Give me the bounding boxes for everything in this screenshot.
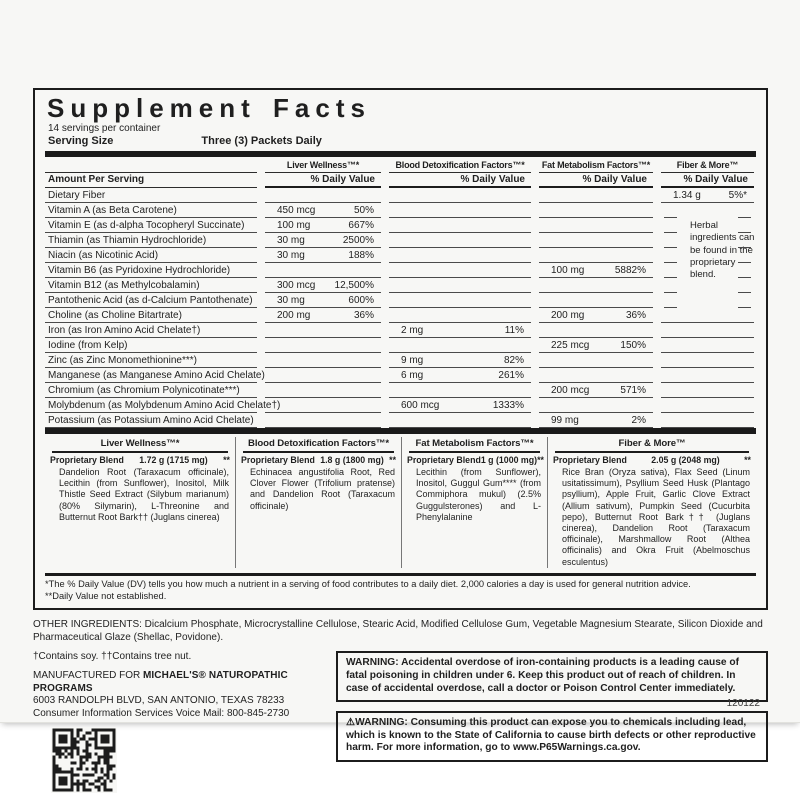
- blend-label: Proprietary Blend: [553, 455, 627, 465]
- table-row: [45, 278, 756, 293]
- percent-daily-value: 150%: [620, 340, 646, 351]
- cell-blood-detox: [389, 233, 531, 248]
- nutrient-name: Vitamin A (as Beta Carotene): [45, 203, 257, 218]
- cell-liver-wellness: [265, 353, 381, 368]
- cell-blood-detox: [389, 353, 531, 368]
- percent-daily-value: 600%: [348, 295, 374, 306]
- daily-value-header-liver-wellness: % Daily Value: [265, 173, 381, 188]
- divider-bar-bottom: [45, 428, 756, 434]
- manufacturer-line-1: [33, 670, 336, 695]
- nutrient-name: Thiamin (as Thiamin Hydrochloride): [45, 233, 257, 248]
- nutrient-name: Molybdenum (as Molybdenum Amino Acid Chelate†): [45, 398, 257, 413]
- cell-fat-metabolism: [539, 323, 653, 338]
- cell-fiber-more: [661, 368, 754, 383]
- serving-size-value: Three (3) Packets Daily: [201, 135, 322, 147]
- cell-blood-detox: [389, 413, 531, 428]
- cell-fat-metabolism: [539, 383, 653, 398]
- amount-per-serving-label: Amount Per Serving: [45, 173, 257, 188]
- cell-blood-detox: [389, 218, 531, 233]
- supplement-facts-title: Supplement Facts: [47, 93, 371, 123]
- lot-code: 120122: [726, 698, 760, 709]
- table-row: [45, 248, 756, 263]
- serving-size-row: [48, 135, 756, 148]
- table-row: [45, 413, 756, 428]
- nutrient-name: Manganese (as Manganese Amino Acid Chelate): [45, 368, 257, 383]
- cell-liver-wellness: [265, 203, 381, 218]
- blend-mark: **: [744, 455, 751, 465]
- amount: 200 mg: [551, 310, 585, 321]
- cell-liver-wellness: [265, 233, 381, 248]
- manufacturer-address: 6003 RANDOLPH BLVD, SAN ANTONIO, TEXAS 78233: [33, 695, 285, 707]
- nutrient-name: Potassium (as Potassium Amino Acid Chelate): [45, 413, 257, 428]
- percent-daily-value: 82%: [503, 355, 524, 366]
- blend-title: Fiber & More™: [555, 438, 749, 453]
- amount: 225 mcg: [551, 340, 590, 351]
- nutrient-name: Vitamin B6 (as Pyridoxine Hydrochloride): [45, 263, 257, 278]
- cell-fat-metabolism: [539, 398, 653, 413]
- percent-daily-value: 1333%: [492, 400, 524, 411]
- amount: 9 mg: [401, 355, 424, 366]
- warning-box-prop65: ⚠WARNING: Consuming this product can expose you to chemicals including lead, which is known to the State of California to cause birth defects or other reproductive harm. For more information, go to www.P65Warnings.ca.gov.: [336, 711, 768, 762]
- cell-fiber-more: [661, 218, 754, 233]
- table-row: [45, 203, 756, 218]
- percent-daily-value: 188%: [348, 250, 374, 261]
- cell-fiber-more: [661, 308, 754, 323]
- cell-fat-metabolism: [539, 338, 653, 353]
- blend-label: Proprietary Blend: [241, 455, 315, 465]
- blend-label: Proprietary Blend: [407, 455, 481, 465]
- cell-fat-metabolism: [539, 203, 653, 218]
- cell-liver-wellness: [265, 308, 381, 323]
- blend-header: [553, 455, 751, 466]
- blend-header: [241, 455, 396, 466]
- amount: 30 mg: [277, 250, 305, 261]
- cell-fiber-more: [661, 383, 754, 398]
- blend-column: [235, 437, 401, 568]
- column-header-liver-wellness: Liver Wellness™*: [265, 160, 381, 173]
- cell-liver-wellness: [265, 368, 381, 383]
- manufacturer-name: MICHAEL'S® NATUROPATHIC PROGRAMS: [33, 670, 288, 694]
- divider-bar-top: [45, 151, 756, 157]
- cell-liver-wellness: [265, 278, 381, 293]
- amount: 2 mg: [401, 325, 424, 336]
- cell-fat-metabolism: [539, 218, 653, 233]
- servings-per-container: 14 servings per container: [48, 123, 161, 134]
- percent-daily-value: 36%: [625, 310, 646, 321]
- manufacturer-column: [33, 651, 336, 798]
- percent-daily-value: 5882%: [614, 265, 646, 276]
- daily-value-header-fat-metabolism: % Daily Value: [539, 173, 653, 188]
- amount: 99 mg: [551, 415, 579, 426]
- table-row: [45, 323, 756, 338]
- supplement-facts-box: [33, 88, 768, 610]
- cell-fiber-more: [661, 338, 754, 353]
- cell-liver-wellness: [265, 398, 381, 413]
- table-row: [45, 353, 756, 368]
- table-row: [45, 398, 756, 413]
- amount: 1.34 g: [673, 190, 701, 201]
- blend-ingredients: Lecithin (from Sunflower), Inositol, Guggul Gum**** (from Commiphora mukul) (2.5% Guggulsterones) and L-Phenylalanine: [416, 467, 541, 522]
- nutrient-name: Vitamin B12 (as Methylcobalamin): [45, 278, 257, 293]
- cell-fiber-more: [661, 263, 754, 278]
- amount: 300 mcg: [277, 280, 316, 291]
- amount: 200 mcg: [551, 385, 590, 396]
- blend-header: [407, 455, 542, 466]
- cell-fiber-more: [661, 188, 754, 203]
- cell-fat-metabolism: [539, 293, 653, 308]
- serving-size-label: Serving Size: [48, 135, 114, 147]
- qr-code-icon: [51, 727, 117, 793]
- footnote-not-established: **Daily Value not established.: [45, 590, 167, 601]
- blend-amount: 1.72 g (1715 mg): [139, 455, 208, 465]
- cell-fat-metabolism: [539, 263, 653, 278]
- nutrient-name: Iron (as Iron Amino Acid Chelate†): [45, 323, 257, 338]
- facts-table-body: [45, 188, 756, 428]
- blend-amount: 1.8 g (1800 mg): [320, 455, 384, 465]
- table-row: [45, 218, 756, 233]
- cell-blood-detox: [389, 248, 531, 263]
- nutrient-name: Dietary Fiber: [45, 188, 257, 203]
- cell-fiber-more: [661, 398, 754, 413]
- nutrient-name: Niacin (as Nicotinic Acid): [45, 248, 257, 263]
- column-header-spacer: [45, 160, 257, 173]
- blend-ingredients: Echinacea angustifolia Root, Red Clover Flower (Trifolium pratense) and Dandelion Root (Taraxacum officinale): [250, 467, 395, 511]
- footnote-daily-value: *The % Daily Value (DV) tells you how much a nutrient in a serving of food contributes to a daily diet. 2,000 calories a day is used for general nutrition advice.: [45, 578, 691, 589]
- cell-fiber-more: [661, 413, 754, 428]
- percent-daily-value: 667%: [348, 220, 374, 231]
- blend-column: [547, 437, 756, 568]
- percent-daily-value: 2500%: [342, 235, 374, 246]
- percent-daily-value: 261%: [498, 370, 524, 381]
- cell-blood-detox: [389, 368, 531, 383]
- blend-title: Fat Metabolism Factors™*: [409, 438, 540, 453]
- nutrient-name: Iodine (from Kelp): [45, 338, 257, 353]
- nutrient-name: Vitamin E (as d-alpha Tocopheryl Succinate): [45, 218, 257, 233]
- cell-fiber-more: [661, 203, 754, 218]
- cell-fiber-more: [661, 248, 754, 263]
- blend-column: [401, 437, 547, 568]
- daily-value-header-blood-detox: % Daily Value: [389, 173, 531, 188]
- table-row: [45, 188, 756, 203]
- table-row: [45, 338, 756, 353]
- amount: 600 mcg: [401, 400, 440, 411]
- contains-note: †Contains soy. ††Contains tree nut.: [33, 651, 192, 663]
- percent-daily-value: 11%: [504, 325, 524, 336]
- cell-fat-metabolism: [539, 278, 653, 293]
- cell-fat-metabolism: [539, 368, 653, 383]
- cell-liver-wellness: [265, 218, 381, 233]
- cell-fat-metabolism: [539, 233, 653, 248]
- amount: 100 mg: [277, 220, 311, 231]
- column-header-row: [45, 160, 756, 173]
- blend-mark: **: [537, 455, 544, 465]
- herbal-note: Herbal ingredients can be found in the proprietary blend.: [690, 220, 755, 281]
- percent-daily-value: 50%: [353, 205, 374, 216]
- cell-liver-wellness: [265, 323, 381, 338]
- blend-title: Blood Detoxification Factors™*: [243, 438, 394, 453]
- manufactured-for-label: MANUFACTURED FOR: [33, 670, 143, 682]
- percent-daily-value: 36%: [353, 310, 374, 321]
- cell-blood-detox: [389, 338, 531, 353]
- cell-blood-detox: [389, 293, 531, 308]
- column-header-fiber-more: Fiber & More™: [661, 160, 754, 173]
- cell-fiber-more: [661, 323, 754, 338]
- other-ingredients: OTHER INGREDIENTS: Dicalcium Phosphate, Microcrystalline Cellulose, Stearic Acid, Modified Cellulose Gum, Vegetable Magnesium Stearate, Silicon Dioxide and Pharmaceutical Glaze (Shellac, Povidone).: [33, 619, 763, 643]
- manufacturer-voice-mail: Consumer Information Services Voice Mail: 800-845-2730: [33, 707, 290, 719]
- cell-liver-wellness: [265, 413, 381, 428]
- cell-fiber-more: [661, 293, 754, 308]
- manufacturer-block: [33, 670, 336, 720]
- percent-daily-value: 2%: [631, 415, 646, 426]
- nutrient-name: Pantothenic Acid (as d-Calcium Pantothenate): [45, 293, 257, 308]
- footnotes: [45, 579, 756, 603]
- cell-blood-detox: [389, 203, 531, 218]
- nutrient-name: Zinc (as Zinc Monomethionine***): [45, 353, 257, 368]
- cell-blood-detox: [389, 308, 531, 323]
- cell-fiber-more: [661, 278, 754, 293]
- bottom-section: [33, 651, 768, 798]
- blend-title: Liver Wellness™*: [52, 438, 228, 453]
- cell-blood-detox: [389, 188, 531, 203]
- table-row: [45, 293, 756, 308]
- cell-blood-detox: [389, 323, 531, 338]
- nutrient-name: Choline (as Choline Bitartrate): [45, 308, 257, 323]
- cell-liver-wellness: [265, 263, 381, 278]
- amount: 200 mg: [277, 310, 311, 321]
- cell-fat-metabolism: [539, 353, 653, 368]
- amount: 450 mcg: [277, 205, 316, 216]
- blend-mark: **: [223, 455, 230, 465]
- cell-fat-metabolism: [539, 188, 653, 203]
- column-header-blood-detox: Blood Detoxification Factors™*: [389, 160, 531, 173]
- cell-fiber-more: [661, 353, 754, 368]
- table-row: [45, 368, 756, 383]
- cell-fat-metabolism: [539, 248, 653, 263]
- warning-box-iron: WARNING: Accidental overdose of iron-containing products is a leading cause of fatal poisoning in children under 6. Keep this product out of reach of children. In case of accidental overdose, call a doctor or Poison Control Center immediately.: [336, 651, 768, 702]
- table-row: [45, 308, 756, 323]
- cell-liver-wellness: [265, 383, 381, 398]
- percent-daily-value: 12,500%: [334, 280, 374, 291]
- cell-blood-detox: [389, 383, 531, 398]
- percent-daily-value: 571%: [620, 385, 646, 396]
- cell-liver-wellness: [265, 338, 381, 353]
- cell-blood-detox: [389, 263, 531, 278]
- daily-value-header-row: [45, 173, 756, 188]
- cell-liver-wellness: [265, 188, 381, 203]
- cell-fat-metabolism: [539, 413, 653, 428]
- blend-column: [45, 437, 235, 568]
- blend-ingredients: Rice Bran (Oryza sativa), Flax Seed (Linum usitatissimum), Psyllium Seed Husk (Plantago psyllium), Apple Fruit, Garlic Clove Extract (Allium sativum), Pumpkin Seed (Cucurbita pepo), Butternut Root Bark†† (Juglans cinerea), Dandelion Root (Taraxacum officinale), Marshmallow Root (Althea officinalis) and Okra Fruit (Abelmoschus esculentus): [562, 467, 750, 567]
- column-header-fat-metabolism: Fat Metabolism Factors™*: [539, 160, 653, 173]
- cell-blood-detox: [389, 398, 531, 413]
- nutrient-name: Chromium (as Chromium Polynicotinate***): [45, 383, 257, 398]
- amount: 6 mg: [401, 370, 424, 381]
- cell-liver-wellness: [265, 293, 381, 308]
- percent-daily-value: 5%*: [728, 190, 747, 201]
- cell-fiber-more: [661, 233, 754, 248]
- blend-ingredients: Dandelion Root (Taraxacum officinale), Lecithin (from Sunflower), Inositol, Milk Thistle Seed Extract (Silybum marianum) (80% Silymarin), L-Threonine and Butternut Root Bark†† (Juglans cinerea): [59, 467, 229, 522]
- amount: 100 mg: [551, 265, 585, 276]
- amount: 30 mg: [277, 295, 305, 306]
- table-row: [45, 263, 756, 278]
- blend-amount: 1 g (1000 mg): [480, 455, 538, 465]
- blend-amount: 2.05 g (2048 mg): [651, 455, 720, 465]
- blends-section: [45, 437, 756, 576]
- table-row: [45, 233, 756, 248]
- amount: 30 mg: [277, 235, 305, 246]
- cell-blood-detox: [389, 278, 531, 293]
- blend-header: [50, 455, 230, 466]
- cell-fat-metabolism: [539, 308, 653, 323]
- daily-value-header-fiber-more: % Daily Value: [661, 173, 754, 188]
- table-row: [45, 383, 756, 398]
- blend-mark: **: [389, 455, 396, 465]
- warnings-column: [336, 651, 768, 798]
- cell-liver-wellness: [265, 248, 381, 263]
- blend-label: Proprietary Blend: [50, 455, 124, 465]
